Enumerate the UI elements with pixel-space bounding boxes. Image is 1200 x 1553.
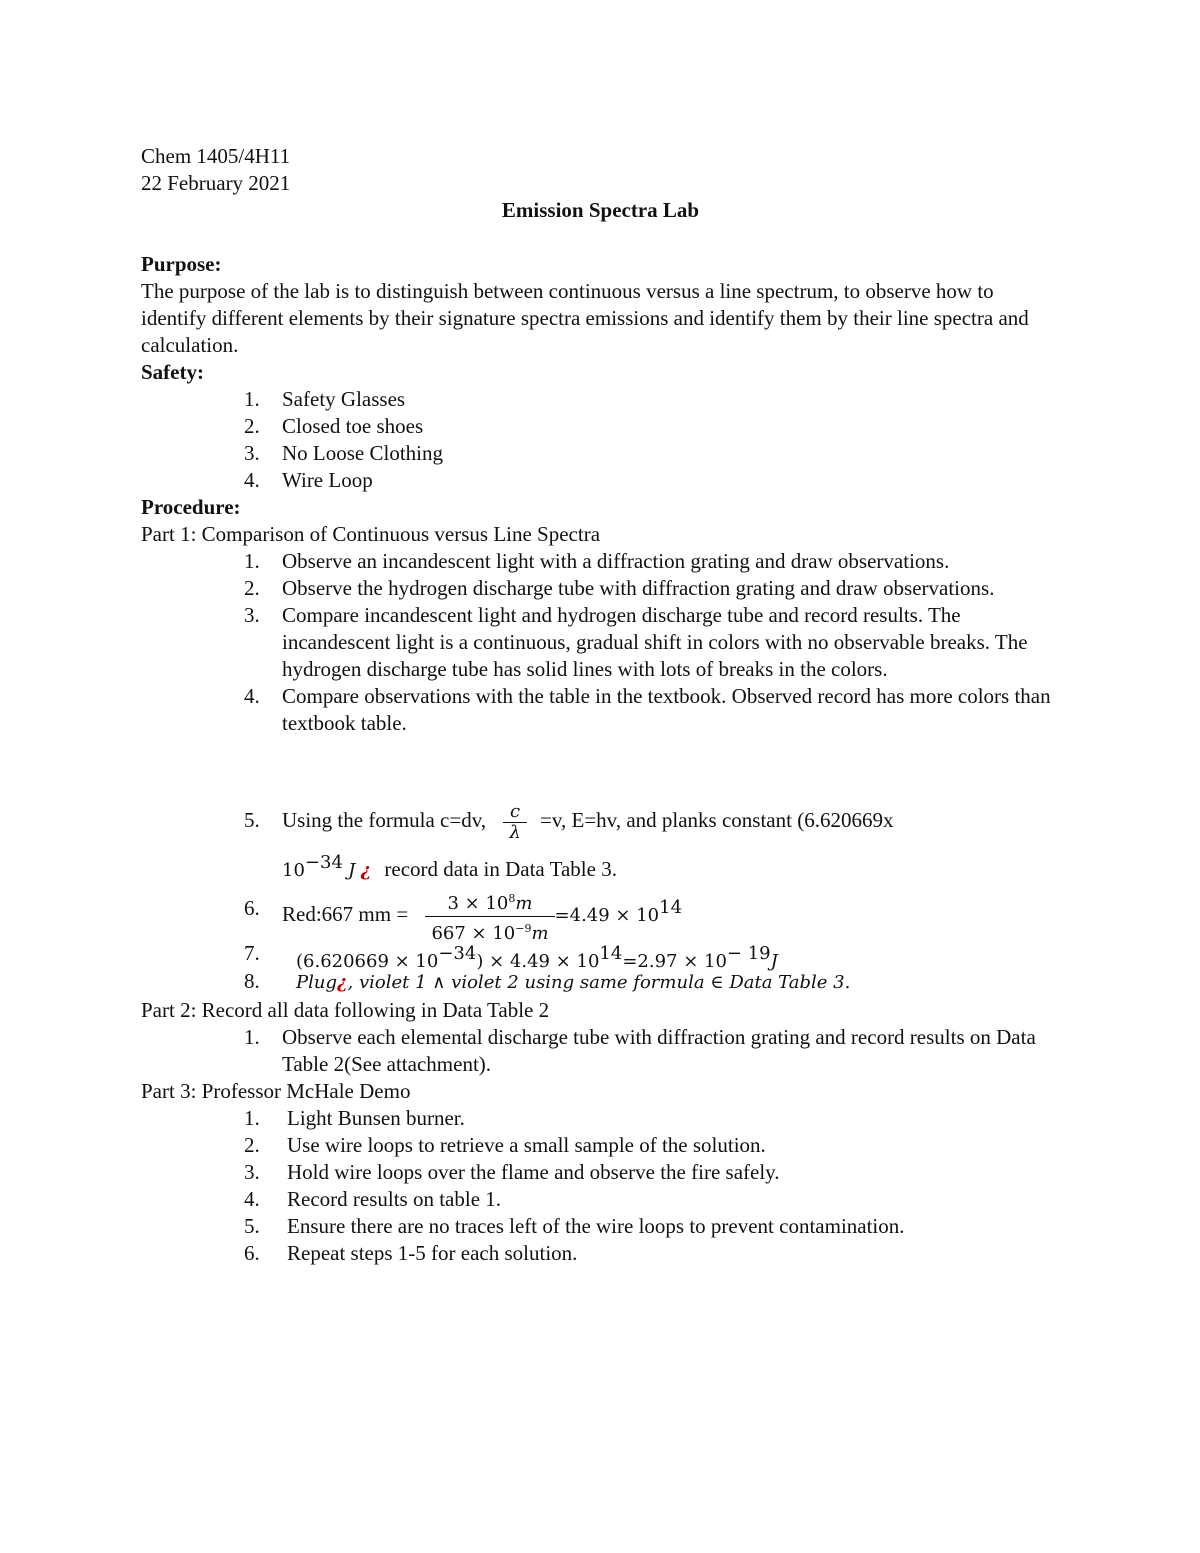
part2-list [244, 1024, 1070, 1078]
part3-title: Part 3: Professor McHale Demo [141, 1079, 411, 1103]
list-item: 2. Observe the hydrogen discharge tube with diffraction grating and draw observations. [244, 576, 995, 600]
list-item: 3. Compare incandescent light and hydrogen discharge tube and record results. The incandescent light is a continuous, gradual shift in colors with no observable breaks. The hydrogen discharge tube has solid lines with lots of breaks in the colors. [244, 603, 1028, 681]
inverted-question-glyph: ¿ [336, 972, 348, 993]
inverted-question-glyph: ¿ [360, 860, 372, 881]
list-item: 1. Safety Glasses [244, 387, 406, 411]
part3-list [244, 1105, 1070, 1267]
list-item: 2. Use wire loops to retrieve a small sample of the solution. [244, 1133, 766, 1157]
red-frequency-fraction: $\frac{3 \times 10^8m}{667 \times 10^{-9}m}$ [425, 887, 554, 946]
purpose-text: The purpose of the lab is to distinguish between continuous versus a line spectrum, to observe how to identify different elements by their signature spectra emissions and identify them by their line spectra and calculation. [141, 279, 1029, 357]
list-item: 1. Light Bunsen burner. [244, 1106, 465, 1130]
list-item: 3. Hold wire loops over the flame and observe the fire safely. [244, 1160, 780, 1184]
date-line: 22 February 2021 [141, 171, 291, 195]
part1-list [244, 548, 1070, 737]
procedure-heading: Procedure: [141, 495, 241, 519]
list-item: 3. No Loose Clothing [244, 441, 443, 465]
part1-item-6: 6. Red:667 mm = $\frac{3 \times 10^8m}{667 \times 10^{-9}m}$ $=4.49 \times 10^{14}$ [244, 880, 1070, 946]
part1-item-5: 5. Using the formula c=dv, $\frac{c}{\lambda}$ =v, E=hv, and planks constant (6.620669x [244, 800, 894, 843]
list-item: 1. Observe each elemental discharge tube with diffraction grating and record results on Data Table 2(See attachment). [244, 1025, 1036, 1076]
list-item: 4. Compare observations with the table in the textbook. Observed record has more colors than textbook table. [244, 684, 1051, 735]
list-item: 4. Record results on table 1. [244, 1187, 502, 1211]
list-item: 2. Closed toe shoes [244, 414, 424, 438]
safety-heading: Safety: [141, 360, 204, 384]
part2-title: Part 2: Record all data following in Data Table 2 [141, 998, 550, 1022]
part1-item-8: 8. Plug¿, violet 1 ∧ violet 2 using same formula ∈ Data Table 3. [244, 969, 851, 993]
part1-item-5-continued: $10^{-34}$ J ¿ record data in Data Table 3. [282, 852, 617, 881]
c-over-lambda-fraction: $\frac{c}{\lambda}$ [503, 802, 526, 843]
course-line: Chem 1405/4H11 [141, 144, 291, 168]
list-item: 6. Repeat steps 1-5 for each solution. [244, 1241, 578, 1265]
list-item: 4. Wire Loop [244, 468, 373, 492]
purpose-heading: Purpose: [141, 252, 222, 276]
part1-title: Part 1: Comparison of Continuous versus Line Spectra [141, 522, 601, 546]
document-title: Emission Spectra Lab [501, 198, 700, 222]
part1-item-7: 7. $(6.620669 \times 10^{-34}) \times 4.49 \times 10^{14}=2.97 \times 10^{- 19}J$ [244, 941, 778, 972]
list-item: 5. Ensure there are no traces left of the wire loops to prevent contamination. [244, 1214, 905, 1238]
safety-list [244, 386, 1070, 494]
list-item: 1. Observe an incandescent light with a diffraction grating and draw observations. [244, 549, 950, 573]
